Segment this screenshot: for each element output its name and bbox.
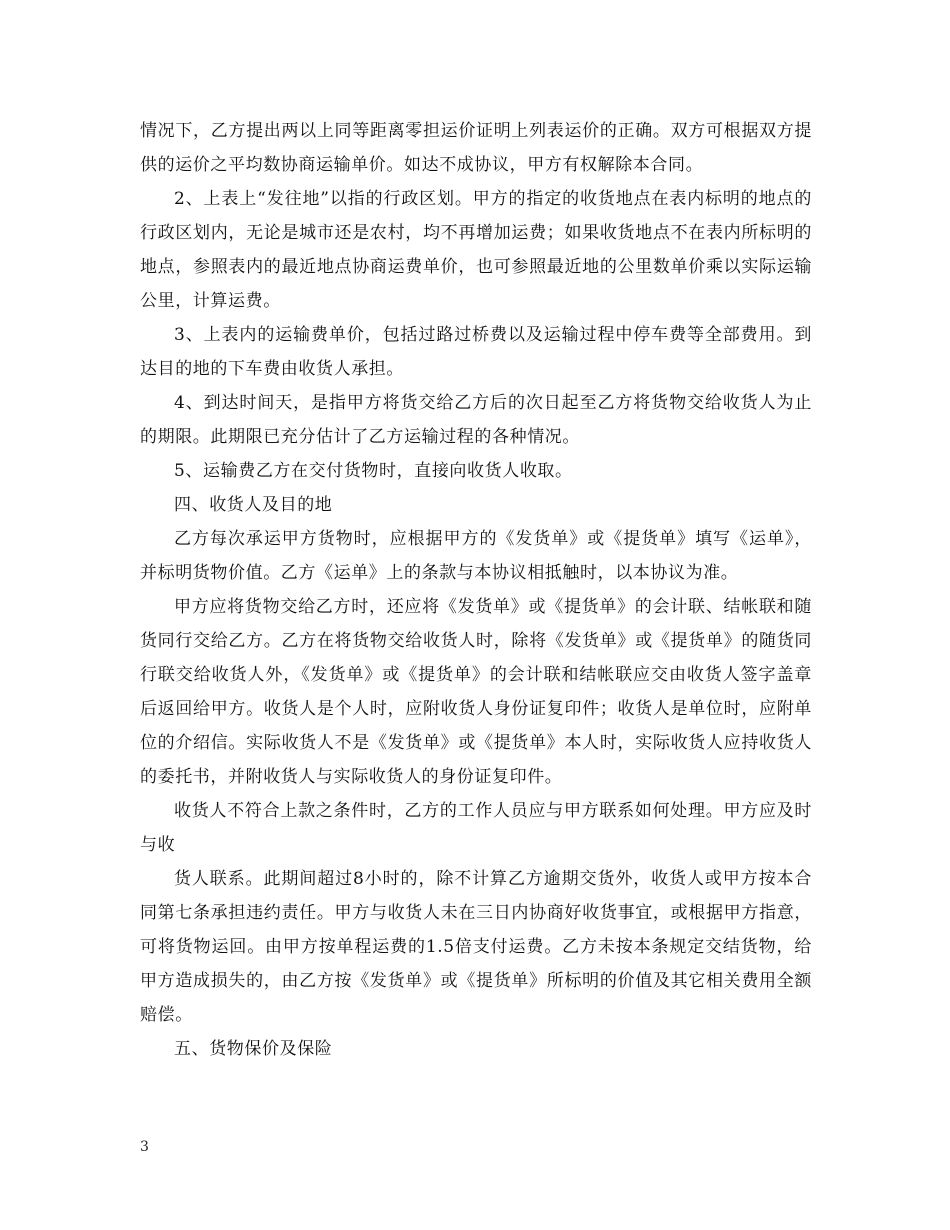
section-heading-insurance: 五、货物保价及保险 bbox=[174, 1039, 333, 1059]
paragraph-10: 货人联系。此期间超过8小时的，除不计算乙方逾期交货外，收货人或甲方按本合同第七条承担违约责任。甲方与收货人未在三日内协商好收货事宜，或根据甲方指意，可将货物运回。由甲方按单程运费的1.5倍支付运费。乙方未按本条规定交结货物，给甲方造成损失的，由乙方按《发货单》或《提货单》所标明的价值及其它相关费用全额赔偿。 bbox=[140, 869, 812, 1025]
paragraph-9: 收货人不符合上款之条件时，乙方的工作人员应与甲方联系如何处理。甲方应及时与收 bbox=[140, 801, 812, 855]
paragraph-2: 2、上表上“发往地”以指的行政区划。甲方的指定的收货地点在表内标明的地点的行政区划内，无论是城市还是农村，均不再增加运费；如果收货地点不在表内所标明的地点，参照表内的最近地点协商运费单价，也可参照最近地的公里数单价乘以实际运输公里，计算运费。 bbox=[140, 189, 812, 311]
document-body bbox=[140, 114, 812, 1066]
paragraph-8: 甲方应将货物交给乙方时，还应将《发货单》或《提货单》的会计联、结帐联和随货同行交给乙方。乙方在将货物交给收货人时，除将《发货单》或《提货单》的随货同行联交给收货人外，《发货单》或《提货单》的会计联和结帐联应交由收货人签字盖章后返回给甲方。收货人是个人时，应附收货人身份证复印件；收货人是单位时，应附单位的介绍信。实际收货人不是《发货单》或《提货单》本人时，实际收货人应持收货人的委托书，并附收货人与实际收货人的身份证复印件。 bbox=[140, 597, 812, 787]
paragraph-7: 乙方每次承运甲方货物时，应根据甲方的《发货单》或《提货单》填写《运单》，并标明货物价值。乙方《运单》上的条款与本协议相抵触时，以本协议为准。 bbox=[140, 529, 812, 583]
page-number: 3 bbox=[140, 1139, 149, 1155]
paragraph-5: 5、运输费乙方在交付货物时，直接向收货人收取。 bbox=[174, 461, 573, 481]
paragraph-1: 情况下，乙方提出两以上同等距离零担运价证明上列表运价的正确。双方可根据双方提供的运价之平均数协商运输单价。如达不成协议，甲方有权解除本合同。 bbox=[140, 121, 812, 175]
paragraph-3: 3、上表内的运输费单价，包括过路过桥费以及运输过程中停车费等全部费用。到达目的地的下车费由收货人承担。 bbox=[140, 325, 812, 379]
section-heading-consignee: 四、收货人及目的地 bbox=[174, 495, 333, 515]
paragraph-4: 4、到达时间天，是指甲方将货交给乙方后的次日起至乙方将货物交给收货人为止的期限。此期限已充分估计了乙方运输过程的各种情况。 bbox=[140, 393, 812, 447]
